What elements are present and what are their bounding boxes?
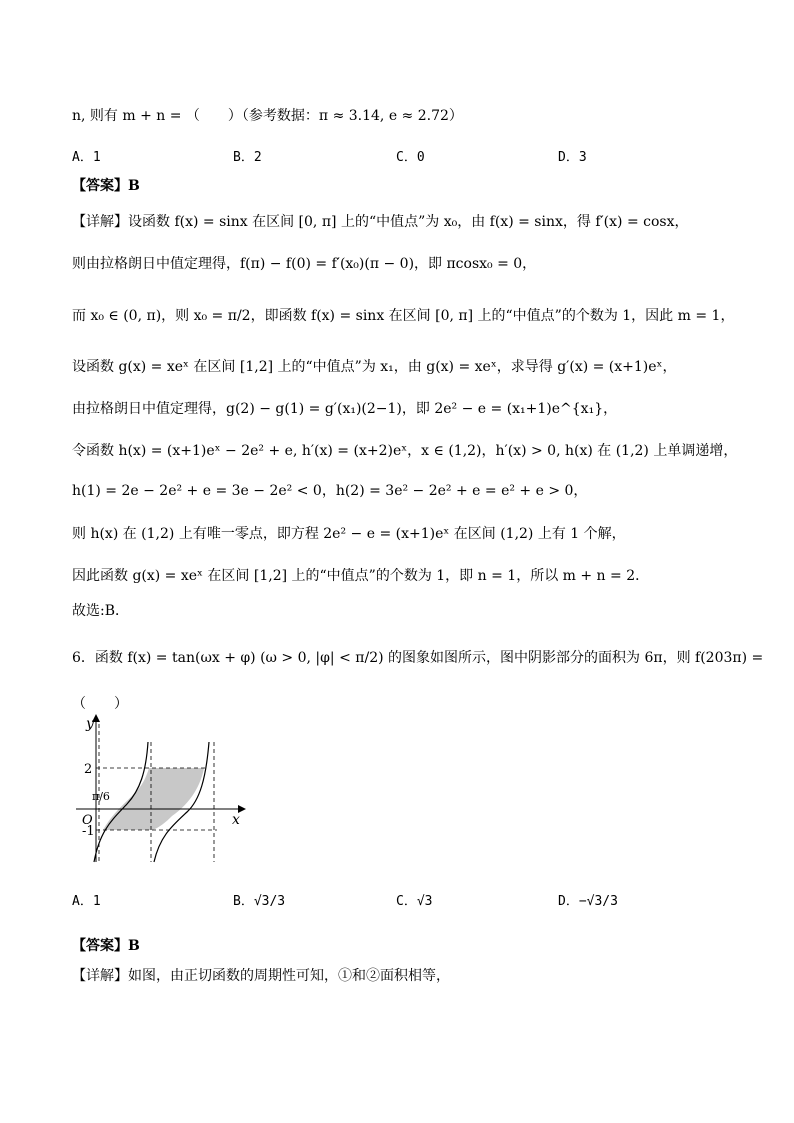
- detail-line: h(1) = 2e − 2e² + e = 3e − 2e² < 0，h(2) = 3e² − 2e² + e = e² + e > 0，: [72, 483, 588, 499]
- detail-line: 令函数 h(x) = (x+1)eˣ − 2e² + e, h′(x) = (x+2)eˣ，x ∈ (1,2)，h′(x) > 0, h(x) 在 (1,2) 上单调递增，: [72, 443, 738, 459]
- origin-label: O: [82, 813, 93, 828]
- detail-line: 则由拉格朗日中值定理得，f(π) − f(0) = f′(x₀)(π − 0)，即 πcosx₀ = 0，: [72, 256, 537, 272]
- detail-line: 因此函数 g(x) = xeˣ 在区间 [1,2] 上的“中值点”的个数为 1，即 n = 1，所以 m + n = 2．: [72, 568, 650, 584]
- option-c: C．0: [396, 150, 425, 165]
- detail-line: 而 x₀ ∈ (0, π)，则 x₀ = π/2，即函数 f(x) = sinx 在区间 [0, π] 上的“中值点”的个数为 1，因此 m = 1，: [72, 308, 735, 324]
- answer-label: 【答案】B: [72, 178, 140, 194]
- x-axis-label: x: [232, 812, 240, 828]
- option-b: B．√3/3: [233, 894, 286, 909]
- shaded-area: [103, 768, 204, 830]
- detail-line: 【详解】设函数 f(x) = sinx 在区间 [0, π] 上的“中值点”为 x₀，由 f(x) = sinx，得 f′(x) = cosx，: [72, 214, 689, 230]
- detail-line: 设函数 g(x) = xeˣ 在区间 [1,2] 上的“中值点”为 x₁，由 g(x) = xeˣ，求导得 g′(x) = (x+1)eˣ，: [72, 359, 677, 375]
- detail-line: 则 h(x) 在 (1,2) 上有唯一零点，即方程 2e² − e = (x+1)eˣ 在区间 (1,2) 上有 1 个解，: [72, 526, 626, 542]
- detail-line: 由拉格朗日中值定理得，g(2) − g(1) = g′(x₁)(2−1)，即 2e² − e = (x₁+1)e^{x₁}，: [72, 401, 618, 417]
- question-6-paren: （ ）: [72, 696, 128, 712]
- option-a: A．1: [72, 150, 101, 165]
- option-d: D．3: [558, 150, 587, 165]
- detail-line: 故选:B．: [72, 603, 130, 619]
- answer-label: 【答案】B: [72, 938, 140, 954]
- option-c: C．√3: [396, 894, 433, 909]
- tangent-graph: [72, 712, 252, 867]
- option-a: A．1: [72, 894, 101, 909]
- option-b: B．2: [233, 150, 262, 165]
- tick-label-2: 2: [84, 762, 93, 777]
- option-d: D．−√3/3: [558, 894, 618, 909]
- y-axis-label: y: [86, 716, 94, 732]
- question-6: 6．函数 f(x) = tan(ωx + φ) (ω > 0, |φ| < π/2) 的图象如图所示，图中阴影部分的面积为 6π，则 f(203π) =: [72, 650, 764, 666]
- question-5-tail: n, 则有 m + n = （ ）（参考数据：π ≈ 3.14, e ≈ 2.72）: [72, 108, 463, 124]
- detail-line: 【详解】如图，由正切函数的周期性可知，①和②面积相等，: [72, 968, 450, 984]
- tick-label-minus-1: -1: [82, 824, 95, 839]
- tick-label-pi-6: π/6: [92, 790, 110, 803]
